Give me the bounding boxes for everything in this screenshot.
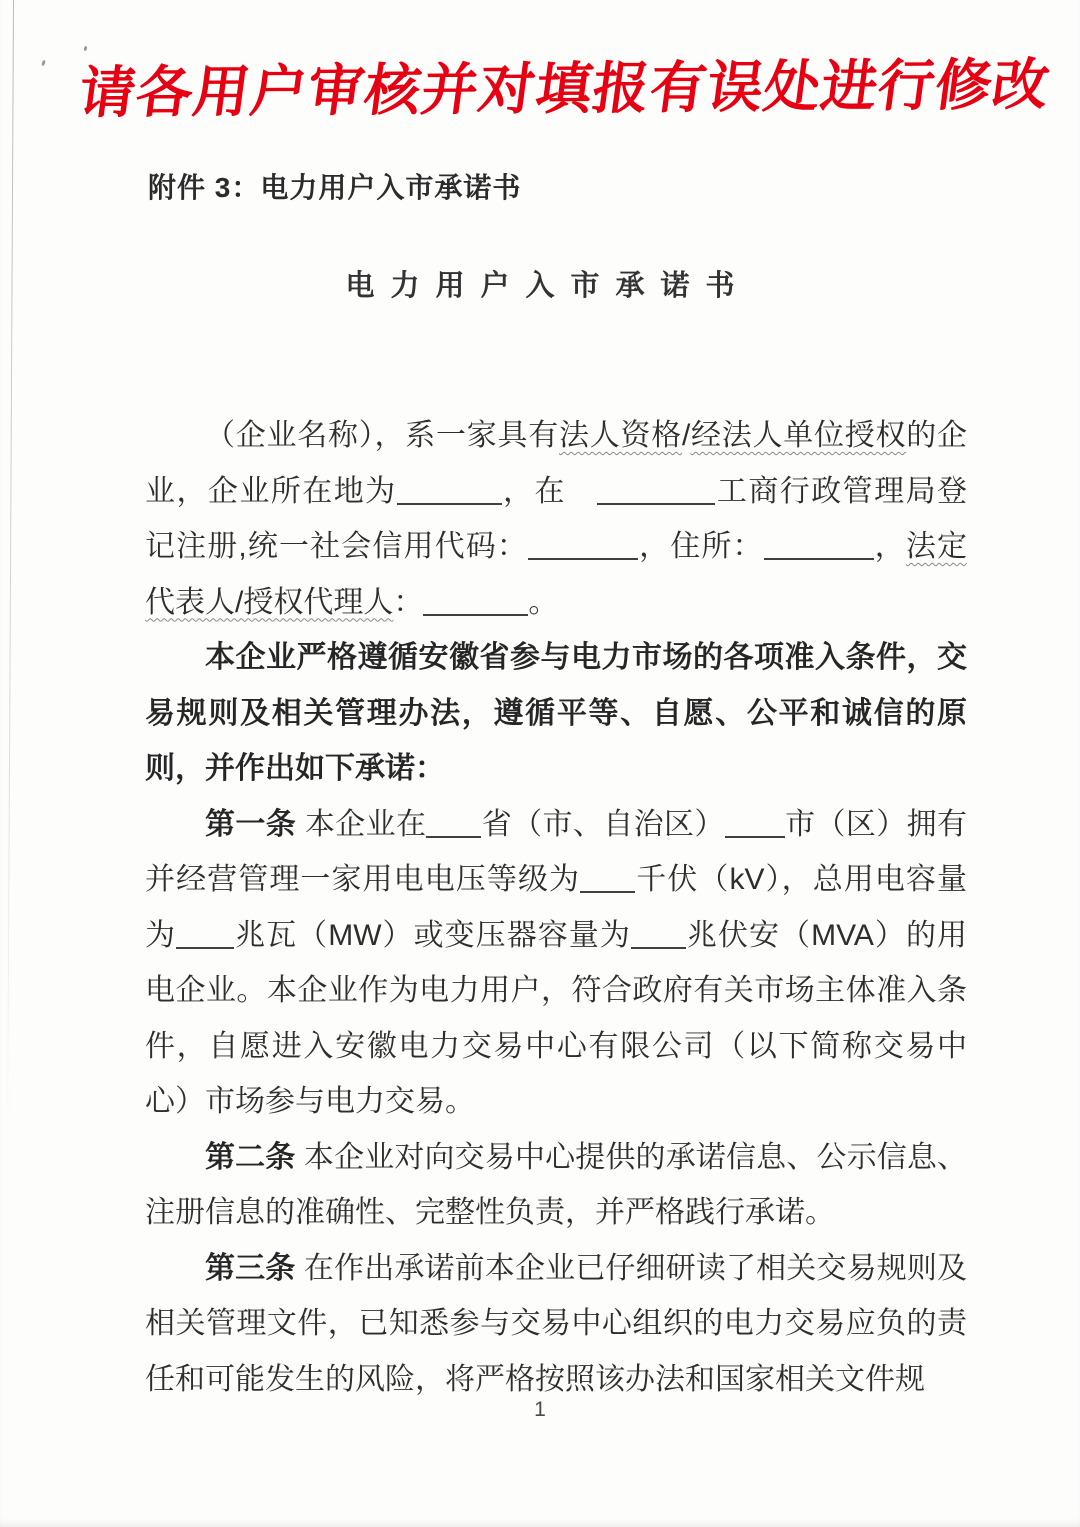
blank-fill-in-line	[631, 941, 686, 949]
scan-edge-line	[7, 0, 14, 1140]
text-run: 兆伏安（MVA）的用电企业。本企业作为电力用户，符合政府有关市场主体准入条件，自愿进入安徽电力交易中心有限公司（以下简称交易中心）市场参与电力交易。	[145, 918, 967, 1118]
text-run: 兆瓦（MW）或变压器容量为	[234, 918, 631, 952]
document-body	[145, 408, 967, 1407]
clause-label: 本企业严格遵循安徽省参与电力市场的各项准入条件，交易规则及相关管理办法，遵循平等、自愿、公平和诚信的原则，并作出如下承诺：	[145, 641, 967, 785]
text-run: 本企业对向交易中心提供的承诺信息、公示信息、注册信息的准确性、完整性负责，并严格践行承诺。	[145, 1140, 968, 1229]
handwritten-review-notice: 请各用户审核并对填报有误处进行修改	[75, 52, 1054, 125]
text-run: 本企业在	[296, 807, 427, 841]
text-run: 市（区）拥有并经营管理一家用电电压等级为	[145, 807, 968, 896]
text-run: 省（市、自治区）	[481, 807, 725, 841]
blank-fill-in-line	[176, 941, 234, 949]
paragraph	[145, 1241, 967, 1408]
clause-label: 第二条	[205, 1140, 296, 1174]
text-run: 。	[528, 585, 559, 619]
scan-speck	[83, 46, 87, 52]
blank-fill-in-line	[597, 497, 715, 505]
clause-label: 第三条	[205, 1251, 296, 1285]
attachment-heading: 附件 3：电力用户入市承诺书	[148, 172, 522, 203]
clause-label: 第一条	[205, 807, 297, 841]
text-run: ，住所：	[637, 530, 764, 563]
blank-fill-in-line	[397, 497, 502, 505]
paragraph	[145, 797, 967, 1130]
blank-fill-in-line	[528, 552, 638, 560]
document-title: 电力用户入市承诺书	[345, 270, 751, 302]
page-number: 1	[534, 1398, 546, 1421]
scan-speck	[41, 60, 46, 67]
text-run: /	[681, 419, 691, 452]
emphasized-text-run: 法人资格	[558, 419, 682, 452]
text-run: 在作出承诺前本企业已仔细研读了相关交易规则及相关管理文件，已知悉参与交易中心组织的电力交易应负的责任和可能发生的风险，将严格按照该办法和国家相关文件规	[145, 1251, 968, 1396]
paragraph	[145, 630, 967, 797]
emphasized-text-run: 法定代表人/授权代理人	[145, 530, 968, 619]
paragraph	[145, 408, 967, 630]
text-run: 千伏（kV），总用电容量为	[145, 863, 968, 952]
blank-fill-in-line	[580, 885, 635, 893]
text-run: ，在	[501, 474, 566, 508]
blank-fill-in-line	[764, 552, 874, 560]
text-run: 的企业，企业所在地为	[145, 419, 968, 508]
blank-fill-in-line	[725, 830, 785, 838]
blank-fill-in-line	[426, 830, 481, 838]
text-run: （企业名称），系一家具有	[205, 419, 559, 452]
text-run: ：	[393, 585, 424, 619]
blank-fill-in-line	[423, 608, 528, 616]
emphasized-text-run: 经法人单位授权	[690, 419, 907, 452]
text-run: ，	[873, 530, 906, 563]
text-run	[566, 475, 597, 508]
text-run: 工商行政管理局登记注册,统一社会信用代码：	[145, 474, 968, 563]
paragraph	[145, 1130, 967, 1241]
